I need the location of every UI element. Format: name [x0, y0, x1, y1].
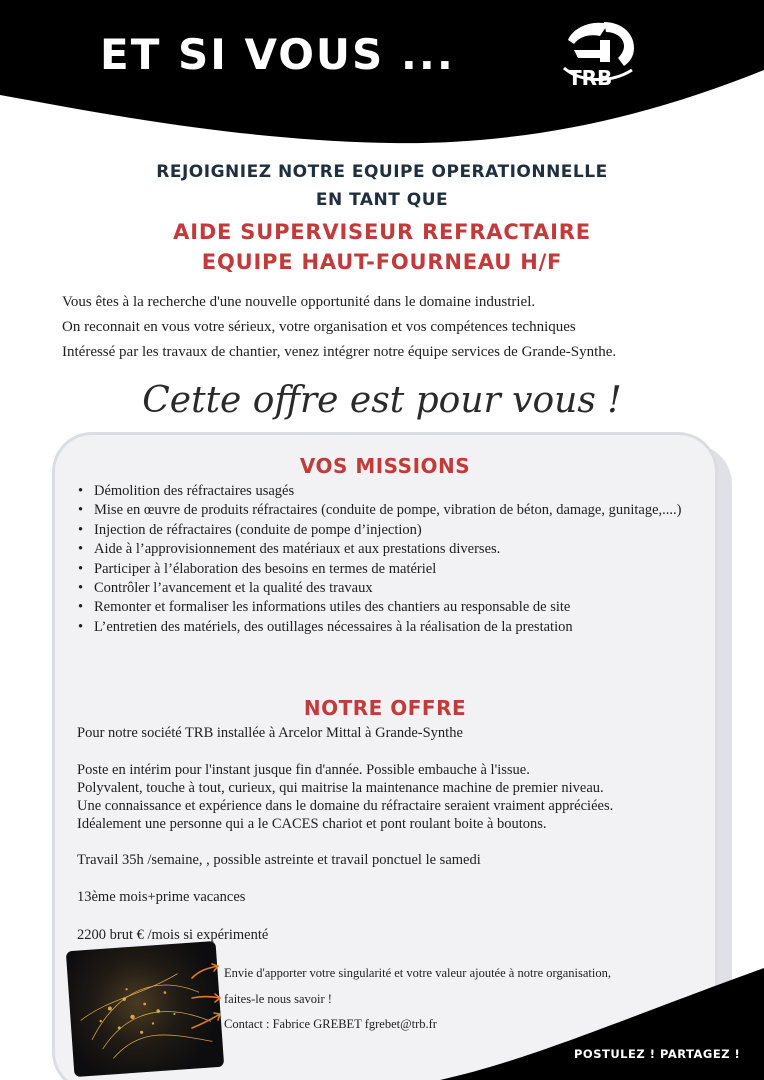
list-item: • Mise en œuvre de produits réfractaires (conduite de pompe, vibration de béton, damage, gunitage,....) [78, 502, 682, 519]
offer-line-5: Idéalement une personne qui a le CACES chariot et pont roulant boite à boutons. [77, 816, 547, 832]
contact-line-1: Envie d'apporter votre singularité et votre valeur ajoutée à notre organisation, [224, 966, 611, 980]
list-item: • Injection de réfractaires (conduite de pompe d’injection) [78, 521, 422, 538]
job-title-line-1: AIDE SUPERVISEUR REFRACTAIRE [173, 220, 591, 244]
missions-list [76, 482, 716, 637]
intro-heading-line-2: EN TANT QUE [315, 190, 449, 210]
logo-text: TRB [568, 66, 613, 90]
intro-paragraph-line-1: Vous êtes à la recherche d'une nouvelle opportunité dans le domaine industriel. [62, 294, 536, 310]
list-item: • Participer à l’élaboration des besoins en termes de matériel [78, 560, 437, 577]
intro-paragraph-line-2: On reconnait en vous votre sérieux, votre organisation et vos compétences techniques [62, 319, 576, 335]
offer-line-4: Une connaissance et expérience dans le domaine du réfractaire seraient vraiment appréciées. [77, 798, 614, 814]
offer-line-3: Polyvalent, touche à tout, curieux, qui maitrise la maintenance machine de premier niveau. [77, 780, 604, 796]
script-heading: Cette offre est pour vous ! [142, 380, 622, 421]
footer-background [440, 960, 764, 1080]
offer-line-8: 2200 brut € /mois si expérimenté [77, 927, 269, 943]
job-title-line-2: EQUIPE HAUT-FOURNEAU H/F [201, 250, 563, 274]
offer-line-7: 13ème mois+prime vacances [77, 889, 246, 905]
offer-title: NOTRE OFFRE [303, 696, 467, 720]
footer-call-to-action: POSTULEZ ! PARTAGEZ ! [574, 1047, 741, 1061]
list-item: • Contrôler l’avancement et la qualité des travaux [78, 580, 373, 597]
offer-line-2: Poste en intérim pour l'instant jusque fin d'année. Possible embauche à l'issue. [77, 762, 530, 778]
intro-paragraph-line-3: Intéressé par les travaux de chantier, venez intégrer notre équipe services de Grande-Synthe. [62, 344, 617, 360]
header-title: ET SI VOUS ... [100, 30, 455, 79]
list-item: • Remonter et formaliser les informations utiles des chantiers au responsable de site [78, 599, 571, 616]
intro-heading-line-1: REJOIGNIEZ NOTRE EQUIPE OPERATIONNELLE [156, 162, 608, 182]
list-item: • Aide à l’approvisionnement des matériaux et aux prestations diverses. [78, 541, 501, 558]
missions-title: VOS MISSIONS [299, 454, 471, 478]
offer-line-6: Travail 35h /semaine, , possible astreinte et travail ponctuel le samedi [77, 852, 481, 868]
offer-line-1: Pour notre société TRB installée à Arcelor Mittal à Grande-Synthe [77, 725, 463, 741]
list-item: • Démolition des réfractaires usagés [78, 483, 295, 499]
contact-line-2: faites-le nous savoir ! [224, 992, 332, 1006]
list-item: • L’entretien des matériels, des outillages nécessaires à la réalisation de la prestation [78, 618, 573, 635]
arrows-icon [190, 962, 224, 1034]
contact-email[interactable]: Contact : Fabrice GREBET fgrebet@trb.fr [224, 1017, 437, 1031]
